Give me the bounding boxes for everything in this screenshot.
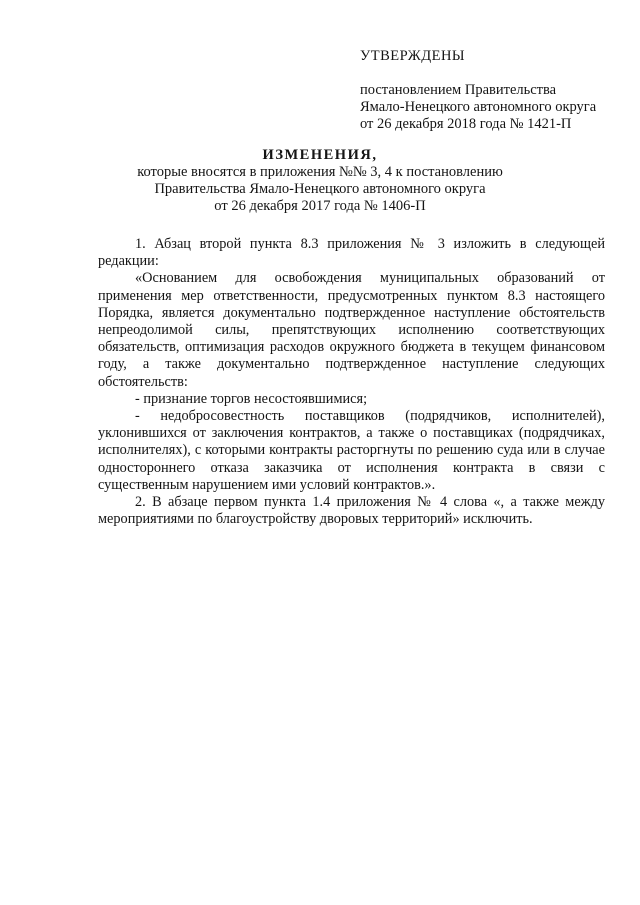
heading-line-2: Правительства Ямало-Ненецкого автономного округа bbox=[154, 181, 486, 197]
approval-line-1: постановлением Правительства bbox=[360, 82, 557, 98]
document-body bbox=[98, 236, 605, 528]
heading-title: ИЗМЕНЕНИЯ, bbox=[262, 147, 378, 163]
item-2-paragraph: 2. В абзаце первом пункта 1.4 приложения № 4 слова «, а также между мероприятиями по благоустройству дворовых территорий» исключить. bbox=[98, 494, 605, 528]
approval-line-2: Ямало-Ненецкого автономного округа bbox=[360, 99, 597, 115]
document-heading bbox=[60, 147, 580, 215]
heading-line-1: которые вносятся в приложения №№ 3, 4 к постановлению bbox=[137, 164, 503, 180]
approval-block bbox=[360, 48, 620, 133]
heading-line-3: от 26 декабря 2017 года № 1406-П bbox=[214, 198, 426, 214]
approval-title: УТВЕРЖДЕНЫ bbox=[360, 48, 466, 64]
bullet-1-paragraph: - признание торгов несостоявшимися; bbox=[135, 390, 368, 407]
quote-paragraph: «Основанием для освобождения муниципальных образований от применения мер ответственности, предусмотренных пунктом 8.3 настоящего Порядка, является документально подтвержденное наступление обстоятельств непреодолимой силы, препятствующих исполнению соответствующих обязательств, оптимизация расходов окружного бюджета в текущем финансовом году, а также документально подтвержденное наступление следующих обстоятельств: bbox=[98, 270, 605, 390]
approval-line-3: от 26 декабря 2018 года № 1421-П bbox=[360, 116, 572, 132]
item-1-paragraph: 1. Абзац второй пункта 8.3 приложения № 3 изложить в следующей редакции: bbox=[98, 236, 605, 270]
bullet-2-paragraph: - недобросовестность поставщиков (подрядчиков, исполнителей), уклонившихся от заключения контрактов, а также о поставщиках (подрядчиках, исполнителях), с которыми контракты расторгнуты по решению суда или в случае одностороннего отказа заказчика от исполнения контракта в связи с существенным нарушением ими условий контрактов.». bbox=[98, 408, 605, 493]
